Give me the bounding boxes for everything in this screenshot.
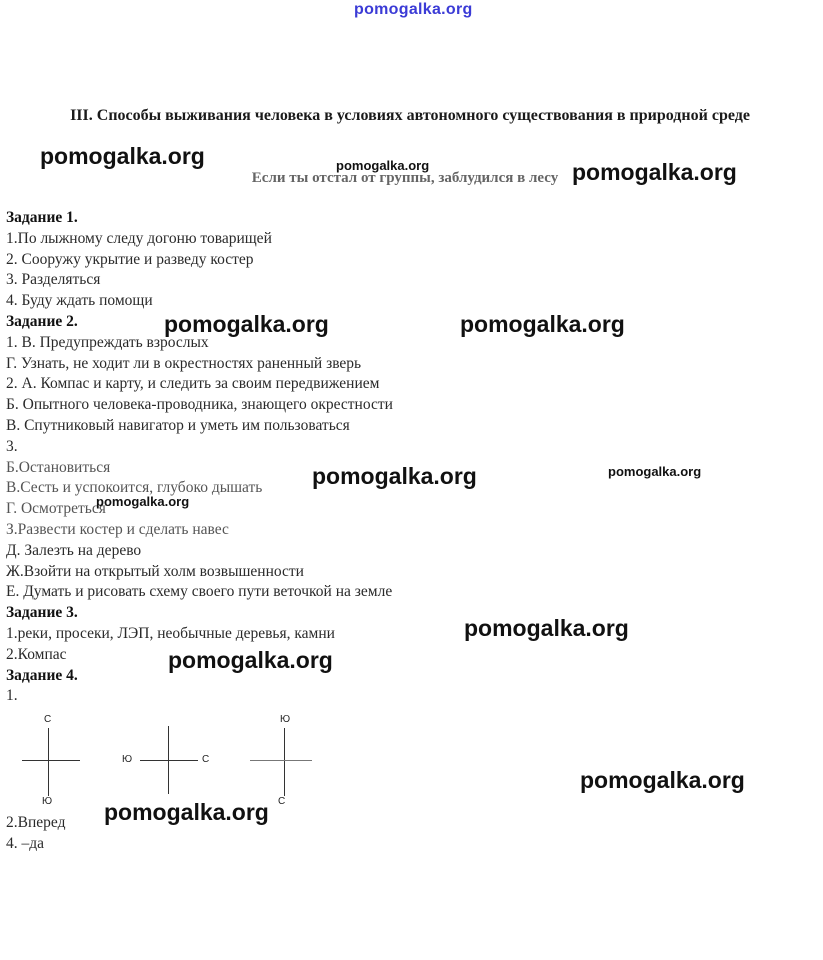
section-title: III. Способы выживания человека в условиях автономного существования в природной среде xyxy=(70,107,750,124)
watermark: pomogalka.org xyxy=(164,311,329,337)
answer-line: Ж.Взойти на открытый холм возвышенности xyxy=(6,562,304,580)
answer-line: 2.Вперед xyxy=(6,814,66,831)
compass-3-bottom-label: С xyxy=(278,796,286,807)
answer-line: 2. А. Компас и карту, и следить за своим передвижением xyxy=(6,375,380,393)
watermark: pomogalka.org xyxy=(464,615,629,641)
compass-diagram-2 xyxy=(122,724,216,784)
watermark: pomogalka.org xyxy=(580,767,745,793)
compass-2-right-label: С xyxy=(202,754,210,765)
compass-3-top-label: Ю xyxy=(280,714,291,725)
compass-1-top-label: С xyxy=(44,714,52,725)
answer-line: 3. Разделяться xyxy=(6,271,101,289)
answer-line: З.Развести костер и сделать навес xyxy=(6,520,229,538)
task-heading: Задание 1. xyxy=(6,209,78,226)
answer-line: 4. –да xyxy=(6,834,45,852)
answers-tail xyxy=(6,813,65,855)
watermark: pomogalka.org xyxy=(460,311,625,337)
answer-line: Е. Думать и рисовать схему своего пути веточкой на земле xyxy=(6,583,393,601)
answer-line: Д. Залезть на дерево xyxy=(6,541,142,559)
watermark: pomogalka.org xyxy=(336,158,430,173)
watermark: pomogalka.org xyxy=(572,159,737,185)
answer-line: 2. Сооружу укрытие и разведу костер xyxy=(6,250,254,268)
watermark: pomogalka.org xyxy=(40,143,205,169)
answer-line: 4. Буду ждать помощи xyxy=(6,292,153,310)
watermark: pomogalka.org xyxy=(608,464,702,479)
task-heading: Задание 2. xyxy=(6,312,78,330)
answer-line: В.Сесть и успокоится, глубоко дышать xyxy=(6,479,263,497)
answer-line: Г. Узнать, не ходит ли в окрестностях раненный зверь xyxy=(6,354,362,372)
task-heading: Задание 4. xyxy=(6,666,78,684)
watermark: pomogalka.org xyxy=(168,647,333,673)
answer-line: 1. В. Предупреждать взрослых xyxy=(6,333,209,351)
site-watermark-top: pomogalka.org xyxy=(354,1,473,18)
watermark: pomogalka.org xyxy=(312,463,477,489)
task-heading: Задание 3. xyxy=(6,604,78,622)
answers-body xyxy=(6,208,393,707)
watermark: pomogalka.org xyxy=(96,494,190,509)
section-subtitle: Если ты отстал от группы, заблудился в лесу xyxy=(251,170,559,186)
answer-line: 1. xyxy=(6,687,18,705)
answer-line: Б.Остановиться xyxy=(6,458,111,476)
answer-line: 2.Компас xyxy=(6,645,67,663)
compass-2-left-label: Ю xyxy=(122,754,133,765)
answer-line: 1.реки, просеки, ЛЭП, необычные деревья, камни xyxy=(6,624,335,642)
answer-line: Б. Опытного человека-проводника, знающего окрестности xyxy=(6,396,393,414)
answer-line: Г. Осмотреться xyxy=(6,500,106,518)
watermark: pomogalka.org xyxy=(104,799,269,825)
compass-diagram-3 xyxy=(246,714,316,808)
compass-1-bottom-label: Ю xyxy=(42,796,53,807)
answer-line: В. Спутниковый навигатор и уметь им пользоваться xyxy=(6,416,350,434)
answer-line: 1.По лыжному следу догоню товарищей xyxy=(6,229,272,247)
answer-line: 3. xyxy=(6,437,18,455)
compass-diagram-1 xyxy=(20,714,82,808)
